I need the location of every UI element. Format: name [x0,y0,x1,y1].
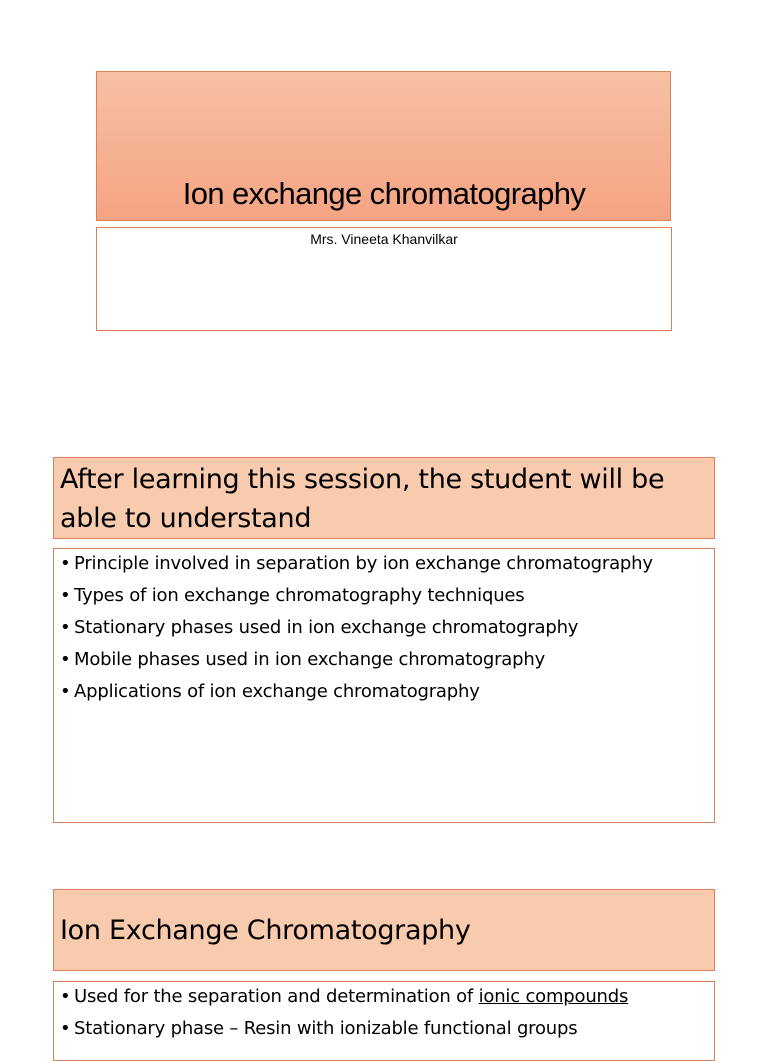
slide-title: Ion exchange chromatography [182,176,586,211]
list-item: • Principle involved in separation by ion exchange chromatography [60,552,708,575]
objectives-heading-box [53,457,715,539]
list-item: • Stationary phases used in ion exchange chromatography [60,616,708,639]
list-item [60,985,708,1008]
list-item: • Types of ion exchange chromatography techniques [60,584,708,607]
objectives-content-box [53,548,715,823]
emphasis-text: ionic compounds [478,986,629,1007]
list-item: • Mobile phases used in ion exchange chromatography [60,648,708,671]
section-content-box [53,981,715,1061]
objectives-list [60,552,708,712]
author-name: Mrs. Vineeta Khanvilkar [310,231,458,247]
list-item-text: Used for the separation and determination of [74,986,479,1007]
section-list [60,985,708,1049]
list-item: • Applications of ion exchange chromatography [60,680,708,703]
list-item: • Stationary phase – Resin with ionizable functional groups [60,1017,708,1040]
section-heading: Ion Exchange Chromatography [60,915,471,946]
section-heading-box [53,889,715,971]
objectives-heading: After learning this session, the student will be able to understand [60,464,665,534]
